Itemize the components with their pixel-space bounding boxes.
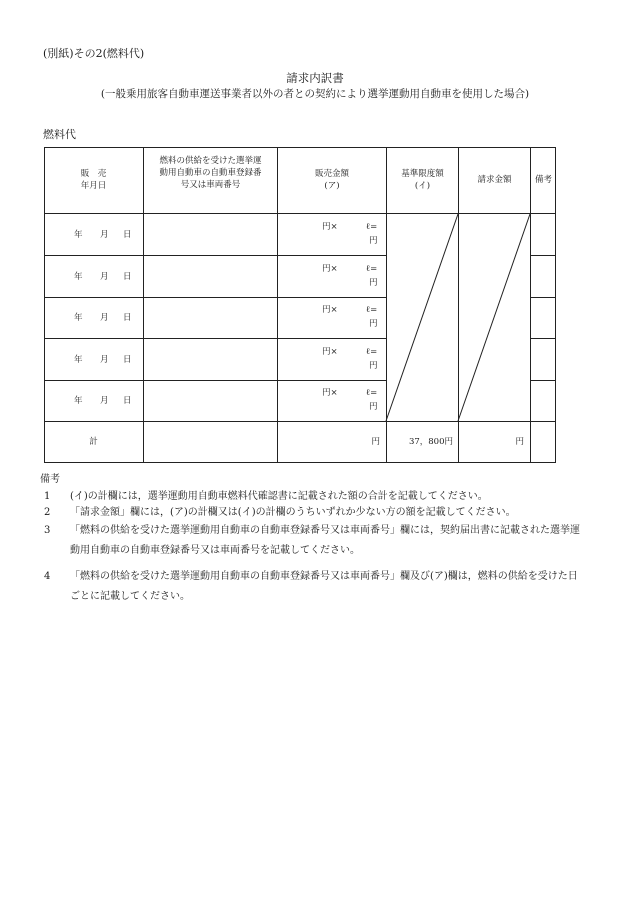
- row-5-vehicle-number[interactable]: [144, 381, 277, 421]
- row-2-year: 年: [74, 272, 83, 282]
- note-item-3: [40, 521, 590, 561]
- row-2-date[interactable]: [44, 256, 143, 297]
- header-limit-line1: 基準限度額: [401, 169, 444, 179]
- row-2-vehicle-number[interactable]: [144, 256, 277, 297]
- notes-heading: 備考: [40, 474, 60, 485]
- total-label: 計: [89, 437, 98, 447]
- row-4-day: 日: [123, 355, 132, 365]
- header-vehicle-line1: 燃料の供給を受けた選挙運: [159, 156, 262, 166]
- row-1-year: 年: [74, 230, 83, 240]
- row-1-day: 日: [123, 230, 132, 240]
- row-4-month: 月: [100, 355, 109, 365]
- note-3-text: 「燃料の供給を受けた選挙運動用自動車の自動車登録番号又は車両番号」欄には，契約届出書に記載された選挙運動用自動車の自動車登録番号又は車両番号を記載してください。: [70, 525, 580, 556]
- total-claim-amount[interactable]: [459, 422, 530, 463]
- row-4-remarks[interactable]: [531, 339, 556, 380]
- header-claim-amount: 請求金額: [477, 175, 512, 185]
- total-claim-unit: 円: [515, 437, 524, 447]
- row-3-sales-amount[interactable]: [278, 298, 386, 338]
- row-1-month: 月: [100, 230, 109, 240]
- row-1-remarks[interactable]: [531, 214, 556, 255]
- header-vehicle-line3: 号又は車両番号: [180, 180, 241, 190]
- note-1-number: 1: [44, 491, 51, 502]
- row-5-year: 年: [74, 396, 83, 406]
- row-2-day: 日: [123, 272, 132, 282]
- row-3-year: 年: [74, 313, 83, 323]
- row-5-date[interactable]: [44, 381, 143, 421]
- total-vehicle-cell: [144, 422, 277, 463]
- note-2-text: 「請求金額」欄には，(ア)の計欄又は(イ)の計欄のうちいずれか少ない方の額を記載してください。: [70, 507, 516, 518]
- row-1-date[interactable]: [44, 214, 143, 255]
- row-4-yen-times: 円×: [322, 347, 338, 357]
- header-standard-limit: [387, 147, 458, 213]
- header-sales-date-line1: 販 売: [80, 169, 107, 179]
- document-title: 請求内訳書: [286, 71, 344, 85]
- row-5-day: 日: [123, 396, 132, 406]
- total-sales-amount[interactable]: [278, 422, 386, 463]
- row-4-sales-amount[interactable]: [278, 339, 386, 380]
- row-2-liter-eq: ℓ=: [366, 264, 378, 274]
- row-1-yen: 円: [369, 236, 378, 246]
- row-3-month: 月: [100, 313, 109, 323]
- row-5-sales-amount[interactable]: [278, 381, 386, 421]
- row-1-yen-times: 円×: [322, 222, 338, 232]
- total-standard-limit: [387, 422, 458, 463]
- row-5-yen: 円: [369, 402, 378, 412]
- row-4-year: 年: [74, 355, 83, 365]
- row-1-vehicle-number[interactable]: [144, 214, 277, 255]
- header-sales-date-line2: 年月日: [80, 181, 107, 191]
- row-3-yen: 円: [369, 319, 378, 329]
- total-sales-unit: 円: [371, 437, 380, 447]
- note-item-2: [40, 505, 590, 521]
- row-3-liter-eq: ℓ=: [366, 305, 378, 315]
- header-sales-date: [44, 147, 143, 213]
- row-2-sales-amount[interactable]: [278, 256, 386, 297]
- total-remarks[interactable]: [531, 422, 556, 463]
- row-2-yen: 円: [369, 278, 378, 288]
- header-sales-amount-line1: 販売金額: [314, 169, 349, 179]
- header-vehicle-number: [144, 147, 277, 199]
- row-5-remarks[interactable]: [531, 381, 556, 421]
- row-3-yen-times: 円×: [322, 305, 338, 315]
- row-2-month: 月: [100, 272, 109, 282]
- note-item-1: [40, 489, 590, 505]
- section-title: 燃料代: [43, 128, 76, 141]
- annex-label: (別紙)その2(燃料代): [43, 47, 145, 60]
- row-2-yen-times: 円×: [322, 264, 338, 274]
- claim-column-diagonal: [458, 214, 530, 421]
- fuel-cost-table: [44, 147, 556, 463]
- row-4-yen: 円: [369, 361, 378, 371]
- row-4-date[interactable]: [44, 339, 143, 380]
- row-2-remarks[interactable]: [531, 256, 556, 297]
- row-3-remarks[interactable]: [531, 298, 556, 338]
- header-vehicle-line2: 動用自動車の自動車登録番: [159, 168, 262, 178]
- note-1-text: (イ)の計欄には，選挙運動用自動車燃料代確認書に記載された額の合計を記載してください。: [70, 491, 488, 502]
- header-sales-amount: [278, 147, 386, 213]
- header-sales-amount-line2: (ア): [324, 181, 340, 191]
- row-4-liter-eq: ℓ=: [366, 347, 378, 357]
- header-limit-line2: (イ): [414, 181, 431, 191]
- row-4-vehicle-number[interactable]: [144, 339, 277, 380]
- row-3-vehicle-number[interactable]: [144, 298, 277, 338]
- row-1-sales-amount[interactable]: [278, 214, 386, 255]
- document-subtitle: (一般乗用旅客自動車運送事業者以外の者との契約により選挙運動用自動車を使用した場合): [100, 88, 530, 100]
- limit-column-diagonal: [386, 214, 458, 421]
- header-remarks: 備考: [534, 175, 552, 185]
- row-5-month: 月: [100, 396, 109, 406]
- note-4-text: 「燃料の供給を受けた選挙運動用自動車の自動車登録番号又は車両番号」欄及び(ア)欄は，燃料の供給を受けた日ごとに記載してください。: [70, 571, 578, 602]
- total-limit-amount: 37，800円: [408, 437, 453, 447]
- note-item-4: [40, 567, 590, 607]
- row-5-yen-times: 円×: [322, 388, 338, 398]
- row-5-liter-eq: ℓ=: [366, 388, 378, 398]
- row-3-day: 日: [123, 313, 132, 323]
- note-3-number: 3: [44, 525, 51, 536]
- row-1-liter-eq: ℓ=: [366, 222, 378, 232]
- note-4-number: 4: [44, 571, 51, 582]
- row-3-date[interactable]: [44, 298, 143, 338]
- note-2-number: 2: [44, 507, 51, 518]
- notes-section: [40, 472, 590, 607]
